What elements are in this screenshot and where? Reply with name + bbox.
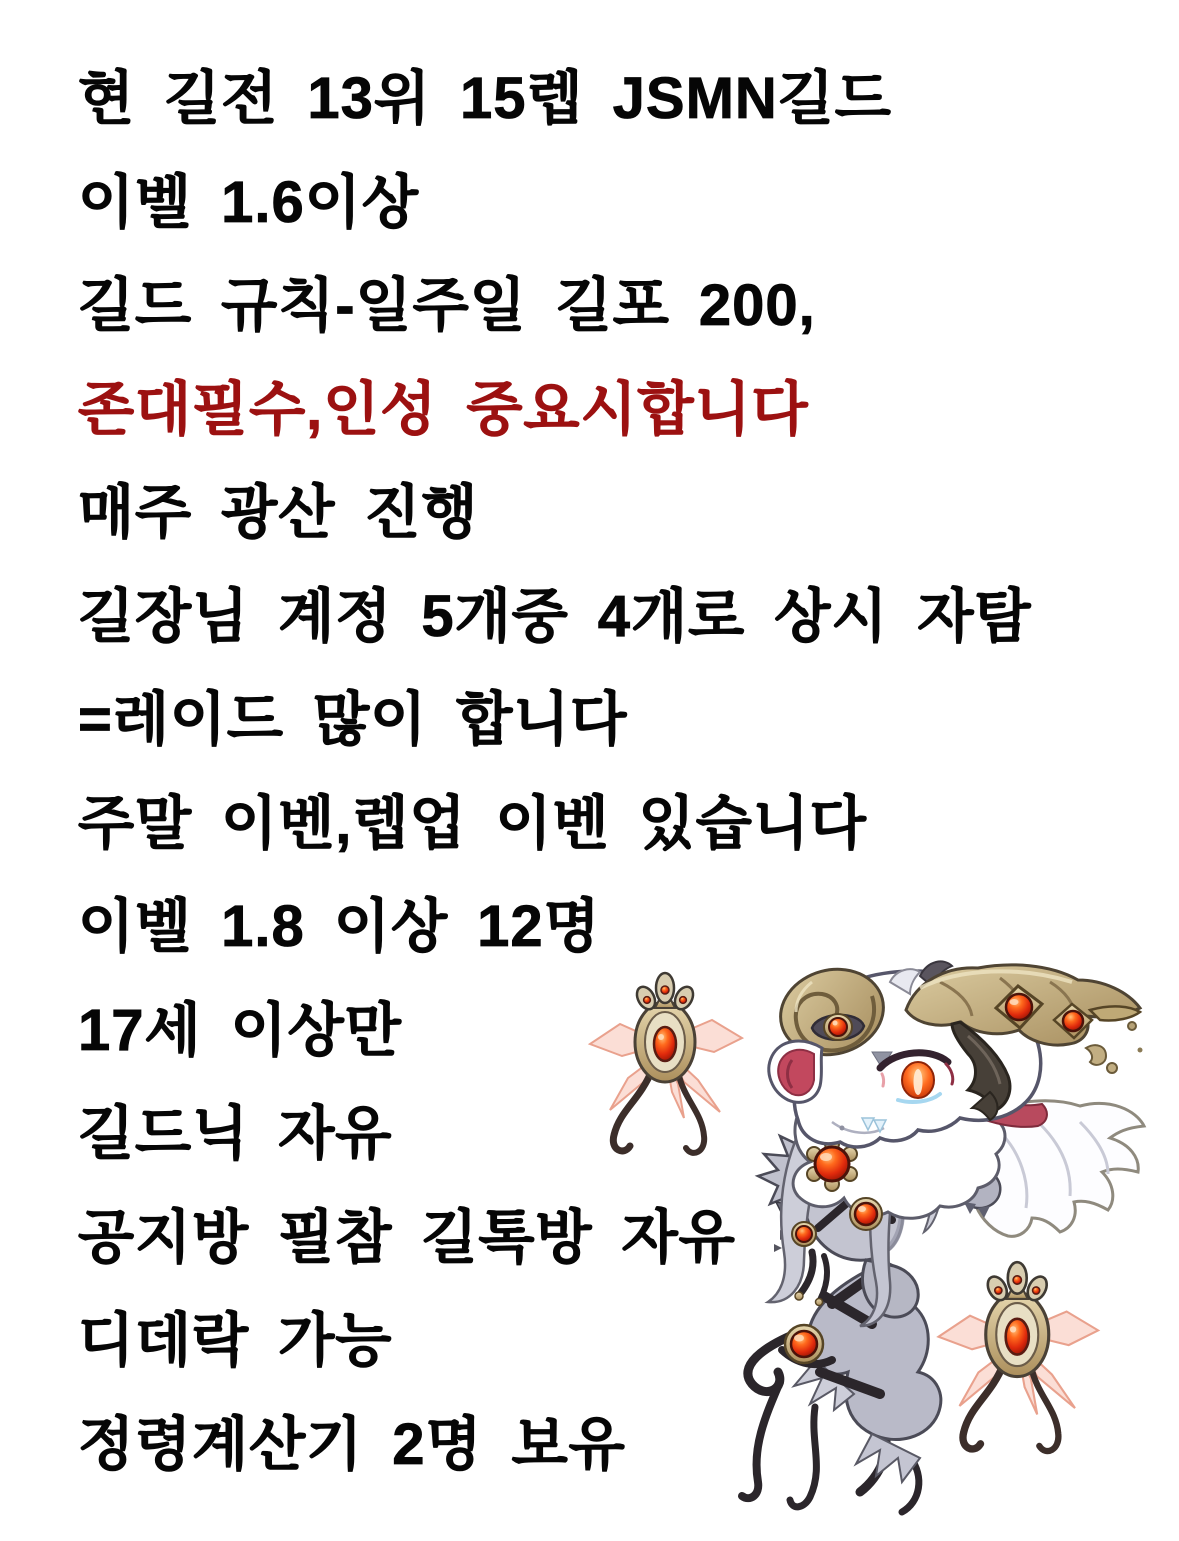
notice-line: 주말 이벤,렙업 이벤 있습니다 [78, 790, 867, 856]
notice-line: 길드닉 자유 [78, 1101, 393, 1166]
guild-mascot-illustration [580, 952, 1179, 1541]
horn-debris [1086, 1022, 1143, 1073]
notice-line: 길드 규칙-일주일 길포 200, [78, 273, 816, 338]
left-ear [769, 1041, 822, 1102]
tail-gem [785, 1325, 823, 1363]
notice-line: 매주 광산 진행 [78, 480, 479, 545]
fairy-ornament-sprite-top [590, 973, 742, 1153]
notice-line: 정령계산기 2명 보유 [78, 1411, 626, 1477]
fairy-ornament-sprite-bottom [939, 1262, 1099, 1451]
notice-line: 이벨 1.8 이상 12명 [78, 894, 601, 959]
notice-line: 17세 이상만 [78, 997, 402, 1063]
notice-line: 현 길전 13위 15렙 JSMN길드 [78, 66, 892, 131]
notice-line: 길장님 계정 5개중 4개로 상시 자탐 [78, 583, 1032, 649]
notice-line: 공지방 필참 길톡방 자유 [78, 1204, 736, 1270]
notice-line: 이벨 1.6이상 [78, 169, 419, 235]
ram-spirit-character [742, 958, 1144, 1512]
notice-line: =레이드 많이 합니다 [78, 687, 628, 752]
notice-line: 디데락 가능 [78, 1308, 393, 1373]
notice-line-highlight: 존대필수,인성 중요시합니다 [78, 376, 809, 442]
